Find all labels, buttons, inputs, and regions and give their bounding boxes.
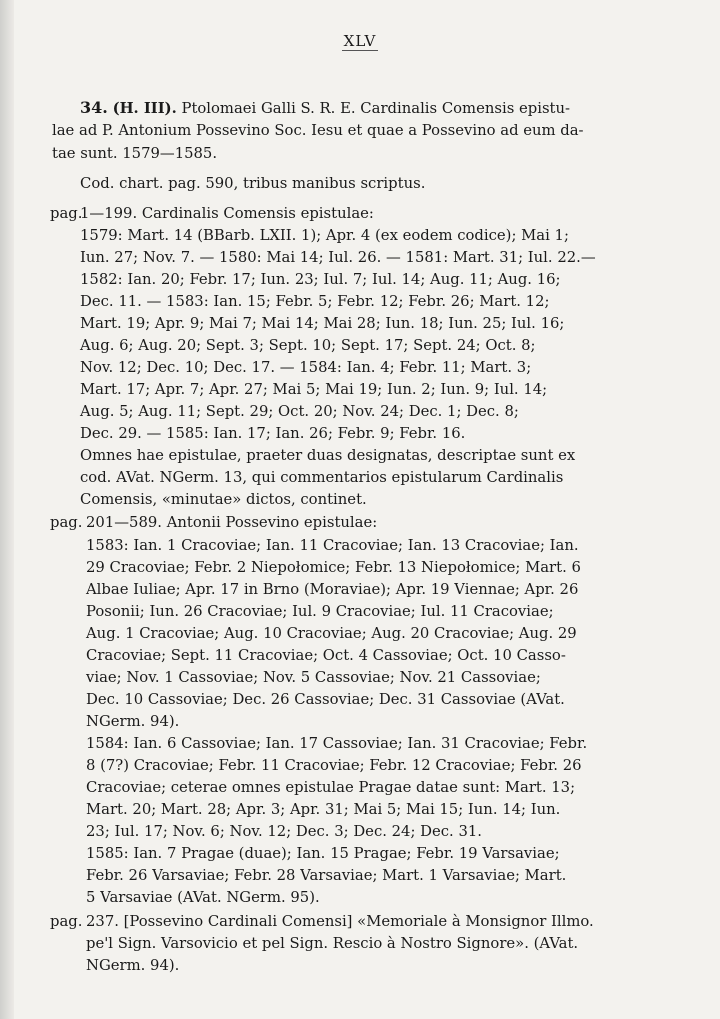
- section-line: Dec. 10 Cassoviae; Dec. 26 Cassoviae; Dec. 31 Cassoviae (AVat.: [86, 691, 565, 708]
- entry-title-line: Ptolomaei Galli S. R. E. Cardinalis Comensis epistu-: [181, 100, 571, 117]
- entry-signature: (H. III).: [112, 100, 177, 117]
- section-line: Nov. 12; Dec. 10; Dec. 17. — 1584: Ian. 4; Febr. 11; Mart. 3;: [80, 359, 532, 376]
- section-line: 1585: Ian. 7 Pragae (duae); Ian. 15 Pragae; Febr. 19 Varsaviae;: [86, 845, 560, 862]
- entry-number: 34.: [80, 98, 108, 117]
- section-line: cod. AVat. NGerm. 13, qui commentarios epistularum Cardinalis: [80, 469, 564, 486]
- section-line: Dec. 29. — 1585: Ian. 17; Ian. 26; Febr. 9; Febr. 16.: [80, 425, 466, 442]
- section-line: NGerm. 94).: [86, 957, 180, 974]
- section-line: 23; Iul. 17; Nov. 6; Nov. 12; Dec. 3; Dec. 24; Dec. 31.: [86, 823, 482, 840]
- section-line: Mart. 19; Apr. 9; Mai 7; Mai 14; Mai 28; Iun. 18; Iun. 25; Iul. 16;: [80, 315, 565, 332]
- section-label: pag.: [50, 514, 83, 531]
- section-line: 8 (7?) Cracoviae; Febr. 11 Cracoviae; Febr. 12 Cracoviae; Febr. 26: [86, 757, 582, 774]
- section-line: Aug. 6; Aug. 20; Sept. 3; Sept. 10; Sept. 17; Sept. 24; Oct. 8;: [80, 337, 536, 354]
- page-number: XLV: [343, 32, 377, 50]
- section-line: 1582: Ian. 20; Febr. 17; Iun. 23; Iul. 7; Iul. 14; Aug. 11; Aug. 16;: [80, 271, 561, 288]
- scan-edge: [0, 0, 14, 1019]
- section-line: 29 Cracoviae; Febr. 2 Niepołomice; Febr. 13 Niepołomice; Mart. 6: [86, 559, 581, 576]
- section-line: viae; Nov. 1 Cassoviae; Nov. 5 Cassoviae; Nov. 21 Cassoviae;: [86, 669, 541, 686]
- page-header: [0, 32, 720, 50]
- section-line: Iun. 27; Nov. 7. — 1580: Mai 14; Iul. 26. — 1581: Mart. 31; Iul. 22.—: [80, 249, 596, 266]
- entry-title-line: tae sunt. 1579—1585.: [52, 145, 218, 162]
- section-line: 1584: Ian. 6 Cassoviae; Ian. 17 Cassoviae; Ian. 31 Cracoviae; Febr.: [86, 735, 588, 752]
- section-label: pag.: [50, 205, 83, 222]
- section-line: Aug. 5; Aug. 11; Sept. 29; Oct. 20; Nov. 24; Dec. 1; Dec. 8;: [80, 403, 519, 420]
- entry-heading-line-1: [80, 97, 570, 120]
- entry-title-line: lae ad P. Antonium Possevino Soc. Iesu et quae a Possevino ad eum da-: [52, 122, 584, 139]
- section-line: 1—199. Cardinalis Comensis epistulae:: [80, 205, 374, 222]
- section-line: Mart. 20; Mart. 28; Apr. 3; Apr. 31; Mai 5; Mai 15; Iun. 14; Iun.: [86, 801, 561, 818]
- section-line: Albae Iuliae; Apr. 17 in Brno (Moraviae); Apr. 19 Viennae; Apr. 26: [86, 581, 579, 598]
- section-line: Febr. 26 Varsaviae; Febr. 28 Varsaviae; Mart. 1 Varsaviae; Mart.: [86, 867, 567, 884]
- section-line: 237. [Possevino Cardinali Comensi] «Memoriale à Monsignor Illmo.: [86, 913, 594, 930]
- section-line: Cracoviae; ceterae omnes epistulae Pragae datae sunt: Mart. 13;: [86, 779, 576, 796]
- section-line: Mart. 17; Apr. 7; Apr. 27; Mai 5; Mai 19; Iun. 2; Iun. 9; Iul. 14;: [80, 381, 548, 398]
- section-line: pe'l Sign. Varsovicio et pel Sign. Rescio à Nostro Signore». (AVat.: [86, 935, 579, 952]
- section-line: Posonii; Iun. 26 Cracoviae; Iul. 9 Cracoviae; Iul. 11 Cracoviae;: [86, 603, 554, 620]
- section-line: 1579: Mart. 14 (BBarb. LXII. 1); Apr. 4 (ex eodem codice); Mai 1;: [80, 227, 569, 244]
- section-line: Comensis, «minutae» dictos, continet.: [80, 491, 367, 508]
- section-line: Dec. 11. — 1583: Ian. 15; Febr. 5; Febr. 12; Febr. 26; Mart. 12;: [80, 293, 550, 310]
- section-line: NGerm. 94).: [86, 713, 180, 730]
- codex-description: Cod. chart. pag. 590, tribus manibus scriptus.: [80, 175, 426, 192]
- section-line: Cracoviae; Sept. 11 Cracoviae; Oct. 4 Cassoviae; Oct. 10 Casso-: [86, 647, 566, 664]
- section-line: 5 Varsaviae (AVat. NGerm. 95).: [86, 889, 320, 906]
- section-label: pag.: [50, 913, 83, 930]
- section-line: Aug. 1 Cracoviae; Aug. 10 Cracoviae; Aug. 20 Cracoviae; Aug. 29: [86, 625, 577, 642]
- section-line: 201—589. Antonii Possevino epistulae:: [86, 514, 378, 531]
- section-line: 1583: Ian. 1 Cracoviae; Ian. 11 Cracoviae; Ian. 13 Cracoviae; Ian.: [86, 537, 579, 554]
- section-line: Omnes hae epistulae, praeter duas designatas, descriptae sunt ex: [80, 447, 576, 464]
